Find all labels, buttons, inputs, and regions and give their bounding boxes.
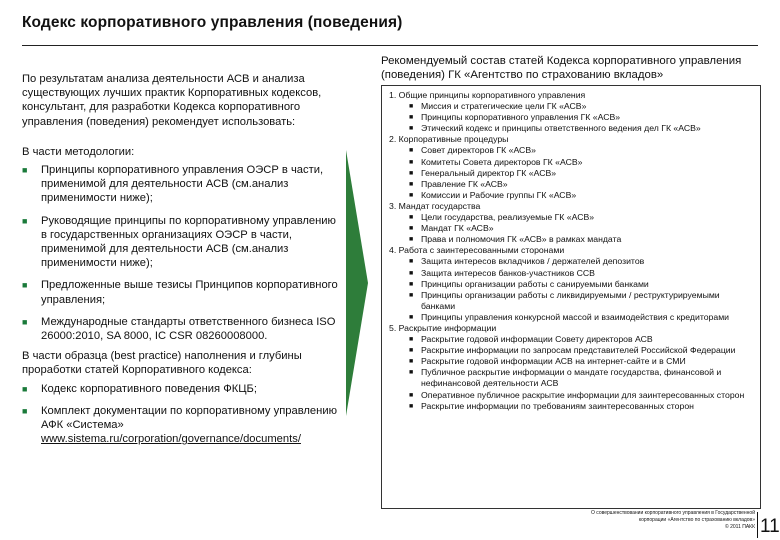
- methodology-list: [22, 163, 342, 343]
- footer-note: [545, 510, 755, 531]
- list-item: [22, 278, 342, 306]
- arrow-right-icon: [346, 150, 368, 416]
- list-item: [409, 401, 756, 412]
- square-bullet-icon: ■: [409, 225, 414, 233]
- section: [389, 245, 756, 323]
- list-item: [409, 279, 756, 290]
- list-item-text: Правление ГК «АСВ»: [421, 178, 508, 189]
- footer-line: корпорации «Агентство по страхованию вкладов»: [638, 517, 755, 523]
- square-bullet-icon: ■: [409, 347, 414, 355]
- page-title: Кодекс корпоративного управления (поведения): [22, 14, 403, 31]
- square-bullet-icon: ■: [22, 383, 28, 394]
- list-item-text: Совет директоров ГК «АСВ»: [421, 145, 536, 156]
- list-item: [409, 345, 756, 356]
- list-item: [409, 212, 756, 223]
- structure-box: [381, 85, 761, 509]
- section-title: 1. Общие принципы корпоративного управления: [389, 90, 586, 100]
- list-item: [22, 214, 342, 271]
- square-bullet-icon: ■: [409, 214, 414, 222]
- list-item-text: Кодекс корпоративного поведения ФКЦБ;: [41, 382, 257, 395]
- square-bullet-icon: ■: [409, 103, 414, 111]
- list-item-text: Раскрытие информации по требованиям заинтересованных сторон: [421, 400, 694, 411]
- list-item-text: Генеральный директор ГК «АСВ»: [421, 167, 557, 178]
- sistema-documents-link[interactable]: www.sistema.ru/corporation/governance/documents/: [41, 433, 301, 446]
- list-item: [409, 234, 756, 245]
- title-divider: [22, 45, 758, 46]
- square-bullet-icon: ■: [409, 391, 414, 399]
- list-item-text: Мандат ГК «АСВ»: [421, 223, 494, 234]
- list-item: [409, 390, 756, 401]
- square-bullet-icon: ■: [409, 313, 414, 321]
- list-item: [409, 290, 756, 312]
- practice-list: [22, 382, 342, 447]
- square-bullet-icon: ■: [409, 258, 414, 266]
- structure-heading: Рекомендуемый состав статей Кодекса корпоративного управления (поведения) ГК «Агентство по страхованию вкладов»: [381, 55, 742, 82]
- methodology-heading: В части методологии:: [22, 145, 135, 158]
- list-item: [409, 190, 756, 201]
- list-item-text: Раскрытие годовой информации АСВ на интернет-сайте и в СМИ: [421, 356, 686, 367]
- square-bullet-icon: ■: [409, 269, 414, 277]
- list-item-text: Руководящие принципы по корпоративному управлению в государственных организациях ОЭСР в части, применимой для деятельности АСВ (см.анализ применимости ниже);: [41, 214, 336, 270]
- list-item-text: Комиссии и Рабочие группы ГК «АСВ»: [421, 189, 577, 200]
- list-item: [409, 112, 756, 123]
- section: [389, 201, 756, 245]
- list-item-text: Принципы корпоративного управления ОЭСР в части, применимой для деятельности АСВ (см.анализ применимости ниже);: [41, 164, 324, 205]
- square-bullet-icon: ■: [409, 402, 414, 410]
- section: [389, 134, 756, 201]
- recommendations-column: [22, 72, 342, 454]
- list-item-text: Комплект документации по корпоративному управлению АФК «Система»: [41, 404, 337, 432]
- square-bullet-icon: ■: [22, 165, 28, 176]
- square-bullet-icon: ■: [409, 191, 414, 199]
- square-bullet-icon: ■: [409, 358, 414, 366]
- list-item-text: Раскрытие годовой информации Совету директоров АСВ: [421, 334, 653, 345]
- list-item: [409, 168, 756, 179]
- list-item: [409, 145, 756, 156]
- list-item-text: Защита интересов вкладчиков / держателей депозитов: [421, 256, 645, 267]
- section: [389, 90, 756, 134]
- list-item: [409, 101, 756, 112]
- list-item-text: Принципы корпоративного управления ГК «АСВ»: [421, 112, 621, 123]
- footer-line: О совершенствовании корпоративного управления в Государственной: [591, 510, 755, 516]
- list-item-text: Комитеты Совета директоров ГК «АСВ»: [421, 156, 583, 167]
- square-bullet-icon: ■: [22, 405, 28, 416]
- list-item-text: Миссия и стратегические цели ГК «АСВ»: [421, 101, 587, 112]
- intro-paragraph: По результатам анализа деятельности АСВ и анализа существующих лучших практик Корпоративных кодексов, консультант, для разработки Кодекса корпоративного управления (поведения) рекомендует использовать:: [22, 73, 322, 128]
- page-number-divider: [757, 512, 758, 538]
- square-bullet-icon: ■: [409, 169, 414, 177]
- list-item: [22, 163, 342, 206]
- list-item-text: Принципы управления конкурсной массой и взаимодействия с кредиторами: [421, 311, 730, 322]
- square-bullet-icon: ■: [409, 369, 414, 377]
- list-item: [409, 256, 756, 267]
- list-item-text: Цели государства, реализуемые ГК «АСВ»: [421, 212, 595, 223]
- list-item: [409, 123, 756, 134]
- square-bullet-icon: ■: [22, 280, 28, 291]
- list-item: [409, 268, 756, 279]
- section-title: 5. Раскрытие информации: [389, 322, 497, 333]
- list-item: [409, 334, 756, 345]
- square-bullet-icon: ■: [409, 158, 414, 166]
- section-title: 4. Работа с заинтересованными сторонами: [389, 245, 565, 256]
- list-item: [22, 404, 342, 447]
- section-title: 3. Мандат государства: [389, 200, 481, 211]
- list-item-text: Публичное раскрытие информации о мандате государства, финансовой и нефинансовой деятельности АСВ: [421, 367, 722, 389]
- square-bullet-icon: ■: [409, 180, 414, 188]
- list-item: [22, 315, 342, 343]
- list-item-text: Принципы организации работы с санируемыми банками: [421, 278, 649, 289]
- list-item: [409, 179, 756, 190]
- list-item: [409, 312, 756, 323]
- square-bullet-icon: ■: [409, 114, 414, 122]
- list-item: [409, 356, 756, 367]
- square-bullet-icon: ■: [409, 336, 414, 344]
- list-item-text: Принципы организации работы с ликвидируемыми / реструктурируемыми банками: [421, 289, 720, 311]
- section: [389, 323, 756, 412]
- page-number: 11: [760, 516, 780, 537]
- square-bullet-icon: ■: [22, 215, 28, 226]
- list-item-text: Предложенные выше тезисы Принципов корпоративного управления;: [41, 279, 338, 306]
- square-bullet-icon: ■: [409, 291, 414, 299]
- square-bullet-icon: ■: [409, 280, 414, 288]
- list-item-text: Международные стандарты ответственного бизнеса ISO 26000:2010, SA 8000, IC CSR 08260008000.: [41, 315, 336, 343]
- list-item: [409, 157, 756, 168]
- square-bullet-icon: ■: [409, 147, 414, 155]
- square-bullet-icon: ■: [22, 316, 28, 327]
- footer-copyright: © 2011 ПАКК: [725, 524, 755, 530]
- list-item-text: Оперативное публичное раскрытие информации для заинтересованных сторон: [421, 389, 745, 400]
- structure-sections: [389, 90, 756, 412]
- square-bullet-icon: ■: [409, 125, 414, 133]
- list-item-text: Права и полномочия ГК «АСВ» в рамках мандата: [421, 234, 622, 245]
- list-item: [409, 223, 756, 234]
- list-item: [22, 382, 342, 396]
- square-bullet-icon: ■: [409, 236, 414, 244]
- section-title: 2. Корпоративные процедуры: [389, 134, 509, 145]
- list-item-text: Этический кодекс и принципы ответственного ведения дел ГК «АСВ»: [421, 123, 701, 134]
- list-item-text: Защита интересов банков-участников ССВ: [421, 267, 595, 278]
- list-item: [409, 367, 756, 389]
- list-item-text: Раскрытие информации по запросам представителей Российской Федерации: [421, 345, 736, 356]
- practice-heading: В части образца (best practice) наполнения и глубины проработки статей Корпоративного кодекса:: [22, 350, 302, 377]
